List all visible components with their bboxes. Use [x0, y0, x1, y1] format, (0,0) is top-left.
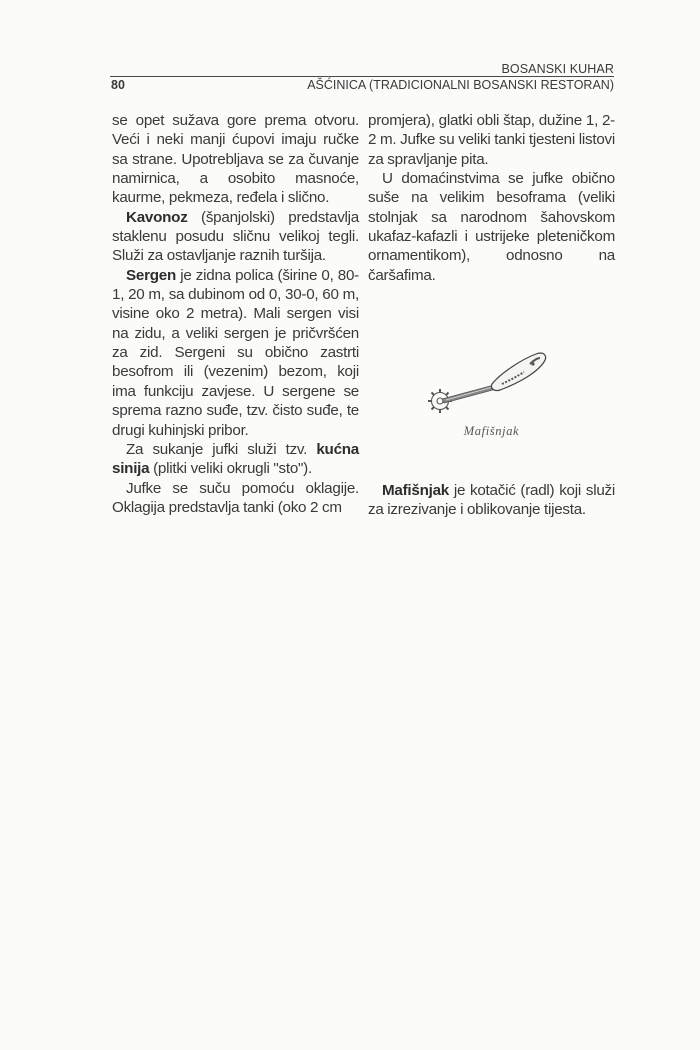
- term-kucna-sinija: kućna sinija: [112, 440, 359, 478]
- paragraph-text: (španjolski) predstavlja staklenu posudu sličnu velikoj tegli. Služi za ostavljanje raznih turšija.: [112, 208, 359, 265]
- section-title: AŠĆINICA (TRADICIONALNI BOSANSKI RESTORAN): [307, 78, 614, 92]
- term-mafisnjak: Mafišnjak: [382, 482, 449, 499]
- paragraph-oklagija: Jufke se suču pomoću oklagije. Oklagija predstavlja tanki (oko 2 cm: [112, 479, 359, 516]
- term-sergen: Sergen: [126, 266, 176, 284]
- left-column: [112, 111, 359, 517]
- page-number: 80: [111, 78, 125, 92]
- paragraph-mafisnjak: [368, 481, 615, 520]
- figure-caption: Mafišnjak: [463, 424, 520, 438]
- running-title: BOSANSKI KUHAR: [501, 62, 614, 76]
- paragraph-sergen: [112, 266, 359, 440]
- paragraph-kavonoz: [112, 208, 359, 266]
- term-kavonoz: Kavonoz: [126, 208, 188, 226]
- paragraph-text: (plitki veliki okrugli "sto").: [149, 460, 312, 478]
- right-column-lower: [368, 481, 615, 520]
- paragraph-jufke-susenje: U domaćinstvima se jufke obično suše na velikim besoframa (veliki stolnjak sa narodnom šahovskom ukafaz-kafazli i ustrijeke pleteničkom ornamentikom), odnosno na čaršafima.: [368, 170, 615, 284]
- paragraph-text: je zidna polica (širine 0, 80-1, 20 m, sa dubinom od 0, 30-0, 60 m, visine oko 2 metra). Mali sergen visi na zidu, a veliki sergen je pričvršćen za zid. Sergeni su obično zastrti besofrom ili (vezenim) bezom, koji ima funkciju zavjese. U sergene se sprema razno suđe, tzv. čisto suđe, te drugi kuhinjski pribor.: [112, 266, 359, 439]
- figure-mafisnjak: [368, 338, 615, 448]
- header-rule: [110, 76, 614, 77]
- paragraph-text: je kotačić (radl) koji služi za izrezivanje i oblikovanje tijesta.: [368, 482, 615, 519]
- pastry-wheel-icon: [420, 346, 550, 426]
- paragraph-sinija: [112, 440, 359, 479]
- paragraph-cupovi: se opet sužava gore prema otvoru. Veći i neki manji ćupovi imaju ručke sa strane. Upotrebljava se za čuvanje namirnica, a osobito masnoće, kaurme, pekmeza, ređela i slično.: [112, 112, 359, 207]
- paragraph-oklagija-cont: promjera), glatki obli štap, dužine 1, 2-2 m. Jufke su veliki tanki tjesteni listovi za spravljanje pita.: [368, 112, 615, 168]
- paragraph-text: Za sukanje jufki služi tzv.: [126, 440, 317, 458]
- right-column: [368, 111, 615, 285]
